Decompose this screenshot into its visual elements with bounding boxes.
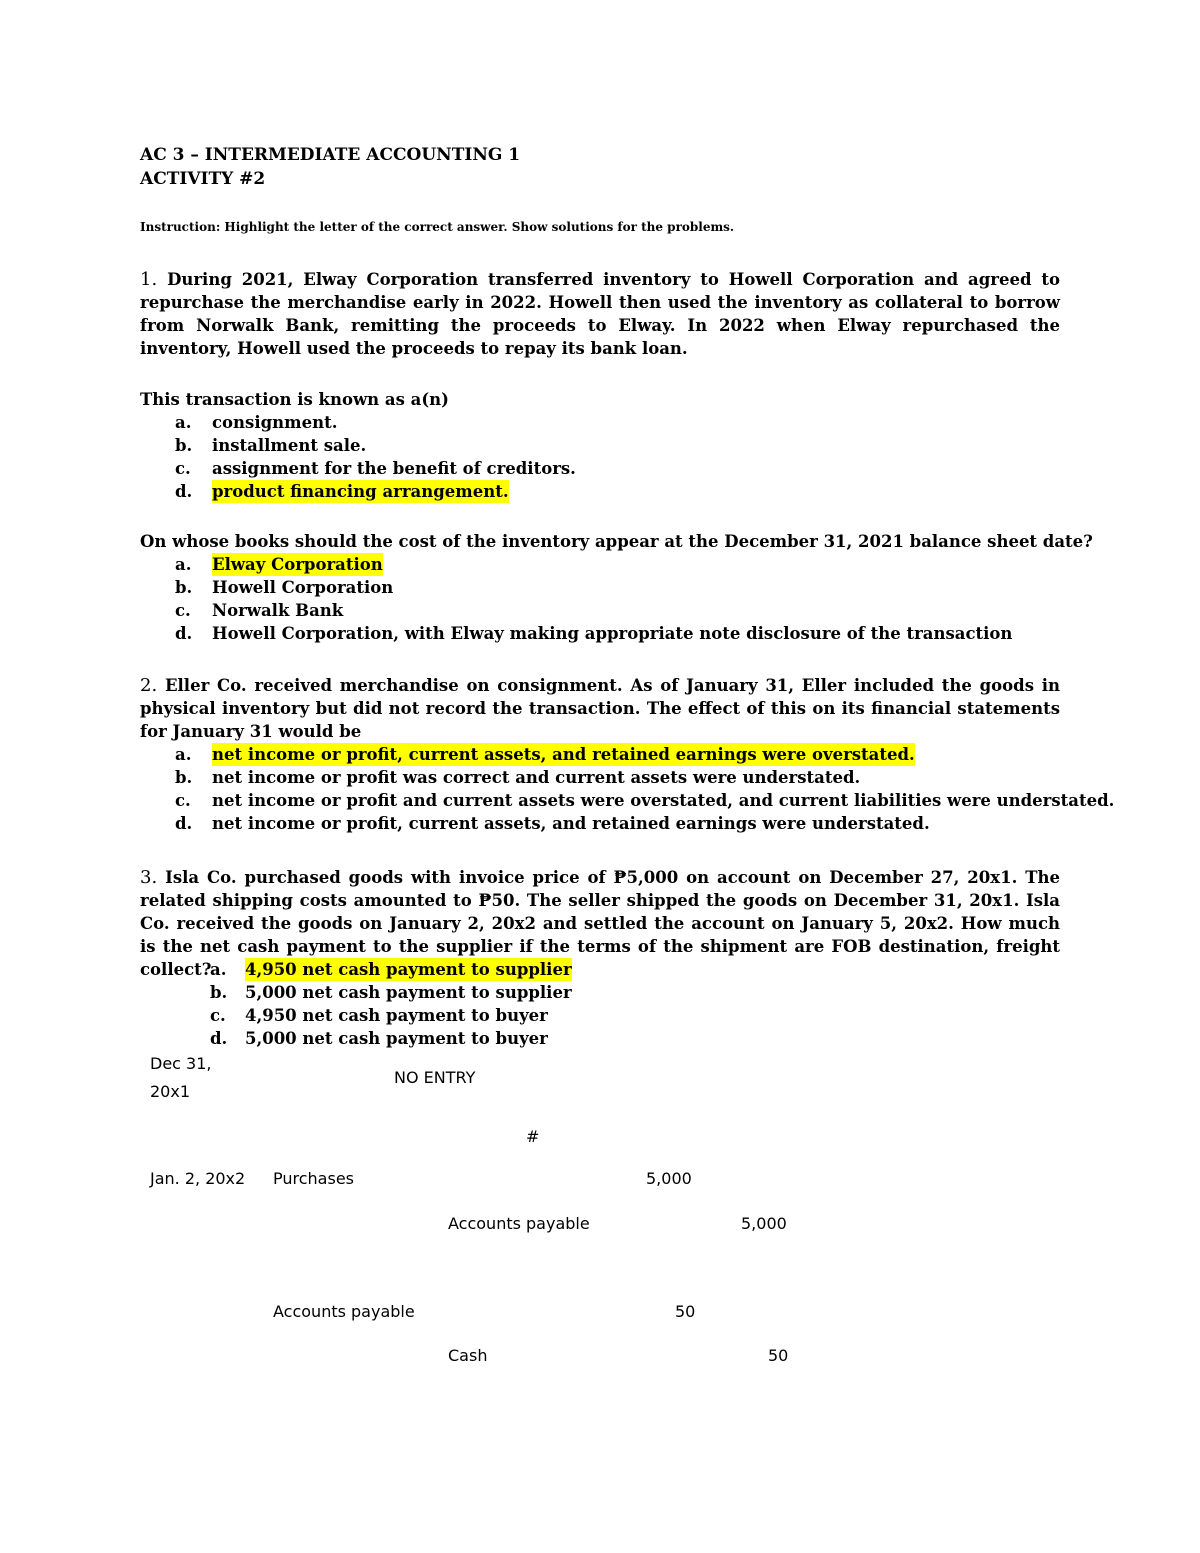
entry-1-credit-account: Accounts payable <box>448 1214 590 1233</box>
no-entry-label: NO ENTRY <box>394 1068 476 1087</box>
option-letter: b. <box>175 578 193 597</box>
highlighted-answer: net income or profit, current assets, and retained earnings were overstated. <box>212 745 915 764</box>
entry-1-debit-account: Purchases <box>273 1169 354 1188</box>
option-letter: d. <box>175 482 193 501</box>
option-text: net income or profit and current assets were overstated, and current liabilities were understated. <box>212 791 1115 810</box>
option-text: net income or profit, current assets, and retained earnings were understated. <box>212 814 930 833</box>
option-letter: d. <box>175 814 193 833</box>
option-text: Howell Corporation <box>212 578 394 597</box>
entry-1-credit-amount: 5,000 <box>741 1214 787 1233</box>
option-text: 5,000 net cash payment to buyer <box>245 1029 548 1048</box>
option-text: assignment for the benefit of creditors. <box>212 459 576 478</box>
solution-date-1-line-1: Dec 31, <box>150 1054 212 1073</box>
option-letter: a. <box>175 555 192 574</box>
option-text: net income or profit was correct and current assets were understated. <box>212 768 861 787</box>
highlighted-answer: product financing arrangement. <box>212 482 509 501</box>
option-letter: b. <box>175 768 193 787</box>
hash-mark: # <box>526 1127 540 1146</box>
highlighted-answer: Elway Corporation <box>212 555 383 574</box>
option-letter: c. <box>175 459 191 478</box>
option-text: Norwalk Bank <box>212 601 344 620</box>
option-text: 4,950 net cash payment to buyer <box>245 1006 548 1025</box>
solution-date-2: Jan. 2, 20x2 <box>150 1169 246 1188</box>
entry-1-debit-amount: 5,000 <box>646 1169 692 1188</box>
option-letter: c. <box>175 791 191 810</box>
entry-2-credit-account: Cash <box>448 1346 488 1365</box>
entry-2-credit-amount: 50 <box>768 1346 789 1365</box>
option-text: installment sale. <box>212 436 367 455</box>
option-text: consignment. <box>212 413 338 432</box>
question-2-text: Eller Co. received merchandise on consignment. As of January 31, Eller included the goods in physical inventory but did not record the transaction. The effect of this on its financial statements for January 31 would be <box>140 676 1060 741</box>
question-1-prompt-2: On whose books should the cost of the inventory appear at the December 31, 2021 balance sheet date? <box>140 532 1093 551</box>
option-letter: a. <box>210 960 227 979</box>
option-letter: a. <box>175 413 192 432</box>
option-letter: c. <box>175 601 191 620</box>
option-letter: b. <box>175 436 193 455</box>
question-2 <box>140 674 1060 743</box>
entry-2-debit-amount: 50 <box>675 1302 696 1321</box>
option-letter: a. <box>175 745 192 764</box>
option-text: Howell Corporation, with Elway making appropriate note disclosure of the transaction <box>212 624 1013 643</box>
entry-2-debit-account: Accounts payable <box>273 1302 415 1321</box>
question-2-number: 2. <box>140 675 158 696</box>
question-1-number: 1. <box>140 269 158 290</box>
document-title: AC 3 – INTERMEDIATE ACCOUNTING 1 <box>140 145 521 165</box>
option-letter: b. <box>210 983 228 1002</box>
activity-title: ACTIVITY #2 <box>140 169 266 189</box>
solution-date-1-line-2: 20x1 <box>150 1082 191 1101</box>
instruction-text: Instruction: Highlight the letter of the correct answer. Show solutions for the problems. <box>140 220 735 234</box>
question-3-number: 3. <box>140 867 158 888</box>
highlighted-answer: 4,950 net cash payment to supplier <box>245 960 572 979</box>
question-1 <box>140 268 1060 360</box>
option-letter: c. <box>210 1006 226 1025</box>
option-text: 5,000 net cash payment to supplier <box>245 983 572 1002</box>
question-3-text: Isla Co. purchased goods with invoice price of ₱5,000 on account on December 27, 20x1. The related shipping costs amounted to ₱50. The seller shipped the goods on December 31, 20x1. Isla Co. received the goods on January 2, 20x2 and settled the account on January 5, 20x2. How much is the net cash payment to the supplier if the terms of the shipment are FOB destination, freight collect? <box>140 868 1061 979</box>
option-letter: d. <box>175 624 193 643</box>
option-letter: d. <box>210 1029 228 1048</box>
question-1-text: During 2021, Elway Corporation transferred inventory to Howell Corporation and agreed to repurchase the merchandise early in 2022. Howell then used the inventory as collateral to borrow from Norwalk Bank, remitting the proceeds to Elway. In 2022 when Elway repurchased the inventory, Howell used the proceeds to repay its bank loan. <box>140 270 1061 358</box>
question-1-prompt: This transaction is known as a(n) <box>140 390 449 409</box>
